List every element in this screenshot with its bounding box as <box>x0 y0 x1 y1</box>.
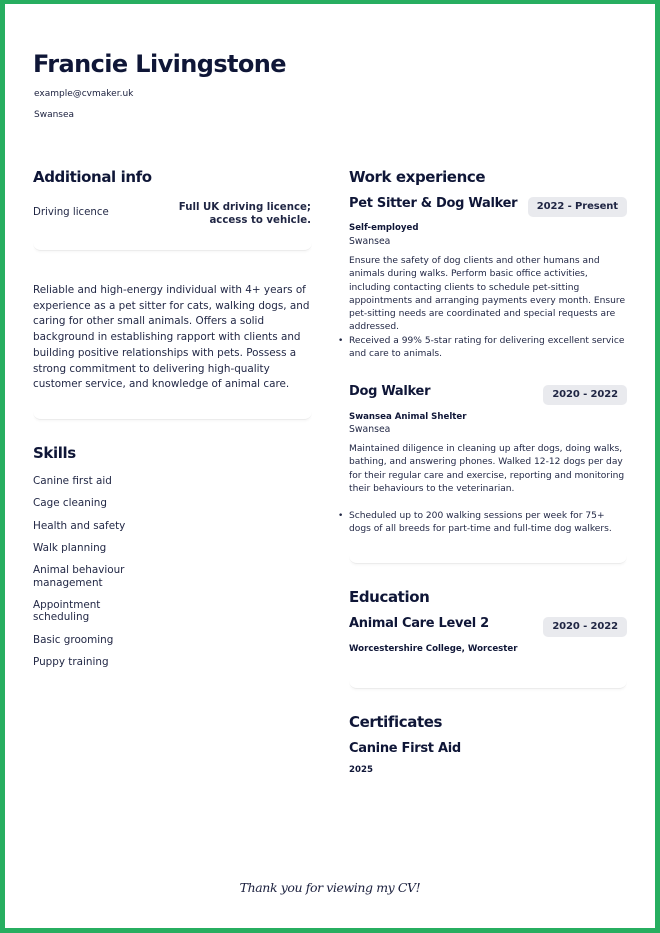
skill-item: Puppy training <box>33 656 109 669</box>
driving-licence-label: Driving licence <box>33 207 109 218</box>
education-heading: Education <box>349 588 430 606</box>
job-bullets <box>349 510 627 537</box>
city: Swansea <box>34 110 75 120</box>
section-divider <box>33 412 312 420</box>
skill-item: Cage cleaning <box>33 497 107 510</box>
bullet-item: • Scheduled up to 200 walking sessions per week for 75+ dogs of all breeds for part-time and full-time dog walkers. <box>349 510 627 537</box>
certificate-title: Canine First Aid <box>349 741 461 756</box>
job-location: Swansea <box>349 236 391 247</box>
employer: Self-employed <box>349 223 419 233</box>
job-description: Maintained diligence in cleaning up after dogs, doing walks, bathing, and answering phones. Walked 12-12 dogs per day for their regular care and exercise, reporting and monitoring their behaviours to the veterinarian. <box>349 444 625 494</box>
footer-thanks: Thank you for viewing my CV! <box>239 880 421 895</box>
skill-item: Health and safety <box>33 519 126 532</box>
employer: Swansea Animal Shelter <box>349 412 467 422</box>
date-badge: 2022 - Present <box>528 197 627 217</box>
bullet-item: • Received a 99% 5-star rating for delivering excellent service and care to animals. <box>349 335 627 362</box>
date-badge: 2020 - 2022 <box>543 385 627 405</box>
institution: Worcestershire College, Worcester <box>349 644 518 654</box>
skill-item: Basic grooming <box>33 633 114 646</box>
job-description: Ensure the safety of dog clients and other humans and animals during walks. Perform basic office activities, including contacting clients to schedule pet-sitting appointments and arranging payments every month. Ensure pet-sitting needs are coordinated and special requests are addressed. <box>349 256 626 333</box>
section-divider <box>33 243 312 251</box>
skills-heading: Skills <box>33 444 76 462</box>
education-title: Animal Care Level 2 <box>349 616 489 631</box>
certificate-year: 2025 <box>349 765 373 775</box>
job-location: Swansea <box>349 424 391 435</box>
candidate-name: Francie Livingstone <box>33 50 286 78</box>
email[interactable]: example@cvmaker.uk <box>34 89 134 99</box>
job-title: Pet Sitter & Dog Walker <box>349 196 518 211</box>
skill-item: Appointment scheduling <box>33 598 101 624</box>
section-divider <box>349 681 627 689</box>
certificates-heading: Certificates <box>349 713 443 731</box>
work-experience-heading: Work experience <box>349 168 486 186</box>
skill-item: Animal behaviour management <box>33 564 125 589</box>
skill-item: Canine first aid <box>33 475 112 487</box>
additional-info-heading: Additional info <box>33 168 152 186</box>
skill-item: Walk planning <box>33 541 107 554</box>
date-badge: 2020 - 2022 <box>543 617 627 637</box>
profile-summary: Reliable and high-energy individual with 4+ years of experience as a pet sitter for cats, walking dogs, and caring for other small animals. Offers a solid background in establishing rapport with clients and building positive relationships with pets. Possess a strong commitment to delivering high-quality customer service, and knowledge of animal care. <box>33 284 310 391</box>
section-divider <box>349 556 627 564</box>
driving-licence-value: Full UK driving licence; access to vehicle. <box>178 202 311 226</box>
skills-list <box>33 475 153 678</box>
job-bullets <box>349 335 627 362</box>
job-title: Dog Walker <box>349 384 431 399</box>
